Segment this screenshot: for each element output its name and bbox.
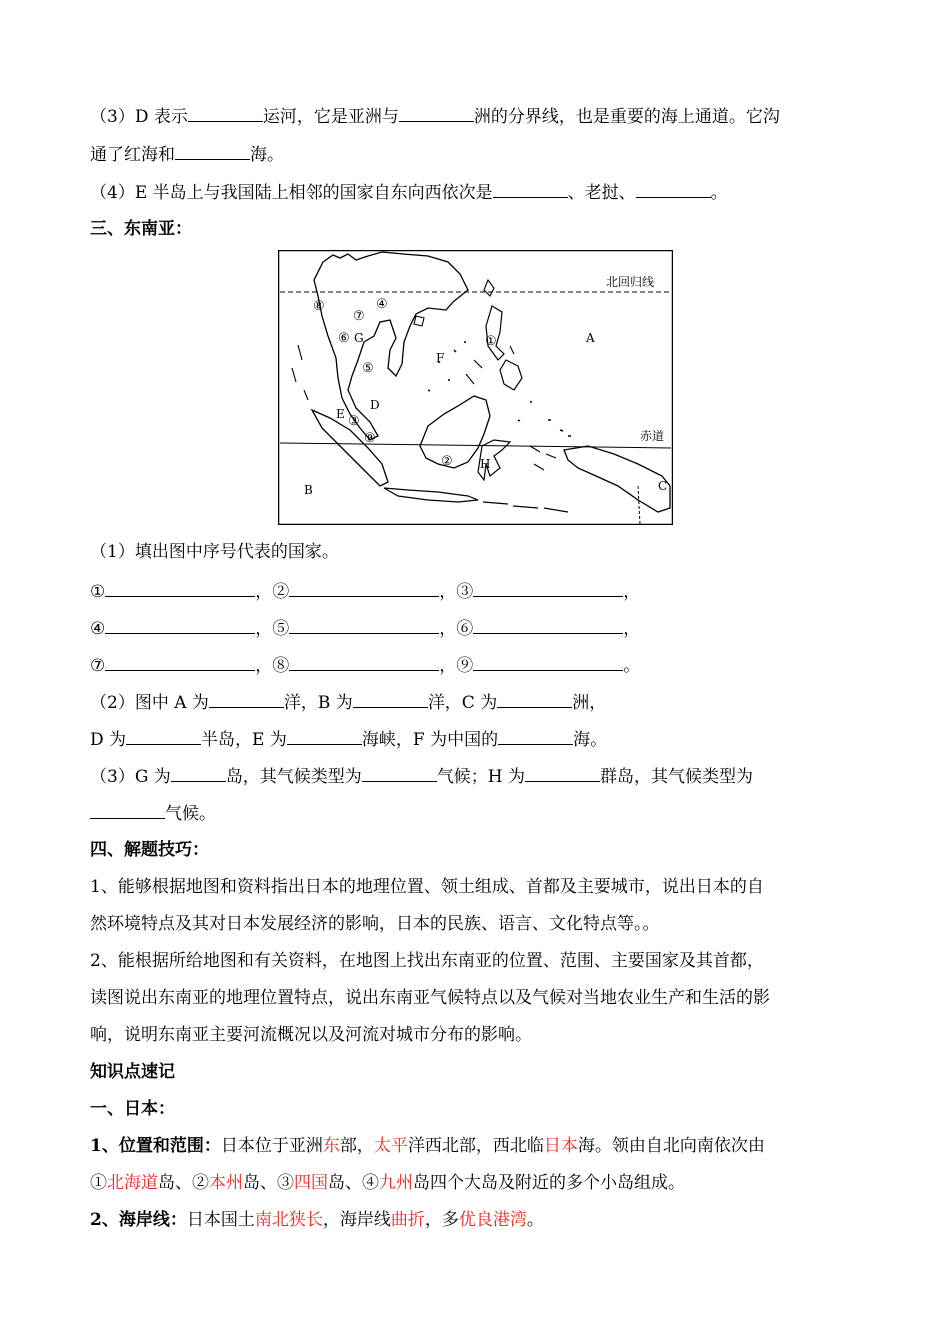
num-label: ，③	[439, 582, 474, 602]
answer-blank[interactable]	[399, 104, 474, 122]
text: 海。领由自北向南依次由	[577, 1136, 765, 1156]
answer-blank[interactable]	[473, 653, 623, 671]
sq1-row-2	[90, 616, 640, 641]
tropic-label: 北回归线	[606, 275, 655, 289]
num-label: ，	[623, 619, 641, 639]
sq2-text: 洋，B 为	[283, 693, 353, 713]
answer-blank[interactable]	[473, 616, 623, 634]
q4-text-b: 、老挝、	[567, 183, 636, 203]
map-label-G: G	[354, 331, 364, 345]
map-label-F: F	[436, 351, 445, 365]
q3-line-1	[90, 104, 780, 129]
key-term: 南北狭长	[254, 1210, 323, 1230]
map-label-C: C	[658, 479, 668, 493]
key-term: 东	[322, 1136, 340, 1156]
sq1-row-1	[90, 579, 640, 604]
sq2-text: 半岛，E 为	[201, 730, 287, 750]
sq1-text: （1）填出图中序号代表的国家。	[90, 542, 339, 562]
map-label-B: B	[304, 483, 313, 497]
sq3-text: 岛，其气候类型为	[225, 767, 362, 787]
map-label-3: ③	[348, 414, 360, 429]
q3-text-d: 通了红海和	[90, 145, 175, 165]
map-label-9: ⑨	[364, 431, 376, 446]
answer-blank[interactable]	[209, 690, 284, 708]
num-label: ④	[90, 619, 106, 639]
text: 岛四个大岛及附近的多个小岛组成。	[413, 1173, 685, 1193]
num-label: ①	[90, 582, 106, 602]
answer-blank[interactable]	[289, 616, 439, 634]
section-4-title: 四、解题技巧：	[90, 840, 209, 860]
map-label-H: H	[480, 457, 491, 471]
position-line	[90, 1134, 765, 1158]
q3-text-e: 海。	[250, 145, 284, 165]
answer-blank[interactable]	[473, 579, 623, 597]
sq1-row-3	[90, 653, 640, 678]
answer-blank[interactable]	[636, 180, 711, 198]
num-label: ，⑧	[255, 656, 290, 676]
text: 日本国土	[186, 1210, 255, 1230]
key-term: 四国	[294, 1173, 328, 1193]
tip-2-line-2: 读图说出东南亚的地理位置特点，说出东南亚气候特点以及气候对当地农业生产和生活的影	[90, 988, 770, 1008]
q4-text-c: 。	[710, 183, 728, 203]
sq2-text: （2）图中 A 为	[90, 693, 209, 713]
answer-blank[interactable]	[126, 727, 201, 745]
text: 日本位于亚洲	[220, 1136, 323, 1156]
japan-title: 一、日本：	[90, 1099, 175, 1119]
answer-blank[interactable]	[289, 653, 439, 671]
map-label-6: ⑥	[338, 331, 350, 346]
section-3-title: 三、东南亚：	[90, 219, 192, 239]
key-term: 北海道	[107, 1173, 158, 1193]
islands-line	[90, 1171, 685, 1195]
num-label: ，⑥	[439, 619, 474, 639]
answer-blank[interactable]	[105, 579, 255, 597]
sq3-text: 气候。	[165, 804, 216, 824]
answer-blank[interactable]	[525, 764, 600, 782]
sq3-line-2	[90, 801, 216, 826]
sq3-text: 群岛，其气候类型为	[600, 767, 754, 787]
key-term: 曲折	[390, 1210, 425, 1230]
num-label: ，⑨	[439, 656, 474, 676]
knowledge-title: 知识点速记	[90, 1062, 175, 1082]
sq3-text: （3）G 为	[90, 767, 171, 787]
text: 洋西北部，西北临	[407, 1136, 544, 1156]
tip-2-line-1: 2、能根据所给地图和有关资料，在地图上找出东南亚的位置、范围、主要国家及其首都，	[90, 951, 764, 971]
coast-label: 2、海岸线：	[90, 1210, 187, 1230]
tip-1-line-1: 1、能够根据地图和资料指出日本的地理位置、领土组成、首都及主要城市，说出日本的自	[90, 877, 764, 897]
q4-line	[90, 180, 728, 205]
answer-blank[interactable]	[498, 727, 573, 745]
num-label: 。	[623, 656, 641, 676]
tip-1-line-2: 然环境特点及其对日本发展经济的影响，日本的民族、语言、文化特点等。。	[90, 914, 660, 934]
answer-blank[interactable]	[188, 104, 263, 122]
text: 岛、②	[158, 1173, 209, 1193]
map-label-5: ⑤	[362, 361, 374, 376]
sq2-line-1	[90, 690, 606, 715]
map-label-4: ④	[376, 297, 388, 312]
answer-blank[interactable]	[289, 579, 439, 597]
q3-text-c: 洲的分界线，也是重要的海上通道。它沟	[473, 107, 780, 127]
sq2-line-2	[90, 727, 607, 752]
key-term: 九州	[379, 1173, 413, 1193]
map-label-7: ⑦	[353, 309, 365, 324]
key-term: 太平	[373, 1136, 408, 1156]
tip-2-line-3: 响，说明东南亚主要河流概况以及河流对城市分布的影响。	[90, 1025, 532, 1045]
q3-text-a: （3）D 表示	[90, 107, 188, 127]
num-label: ⑦	[90, 656, 106, 676]
q4-text-a: （4）E 半岛上与我国陆上相邻的国家自东向西依次是	[90, 183, 493, 203]
text: 岛、③	[243, 1173, 294, 1193]
text: 部，	[339, 1136, 374, 1156]
coast-line	[90, 1208, 544, 1232]
map-label-E: E	[336, 407, 345, 421]
sq2-text: 海峡，F 为中国的	[361, 730, 499, 750]
key-term: 本州	[209, 1173, 243, 1193]
answer-blank[interactable]	[171, 764, 226, 782]
text: 岛、④	[328, 1173, 379, 1193]
map-label-2: ②	[441, 454, 453, 469]
sq2-text: 洲，	[572, 693, 607, 713]
text: ，海岸线	[322, 1210, 391, 1230]
answer-blank[interactable]	[497, 690, 572, 708]
key-term: 日本	[543, 1136, 578, 1156]
q3-line-2	[90, 142, 284, 167]
map-label-D: D	[370, 398, 380, 412]
answer-blank[interactable]	[105, 653, 255, 671]
sq2-text: D 为	[90, 730, 127, 750]
sq2-text: 海。	[573, 730, 608, 750]
position-label: 1、位置和范围：	[90, 1136, 221, 1156]
text: 。	[526, 1210, 544, 1230]
southeast-asia-map	[278, 250, 673, 525]
map-label-A: A	[586, 331, 595, 345]
map-label-1: ①	[485, 334, 497, 349]
map-label-8: ⑧	[313, 299, 325, 314]
answer-blank[interactable]	[362, 764, 437, 782]
text: ①	[90, 1173, 107, 1193]
sq2-text: 洋，C 为	[427, 693, 498, 713]
sq3-line-1	[90, 764, 753, 789]
equator-label: 赤道	[640, 429, 665, 443]
answer-blank[interactable]	[493, 180, 568, 198]
answer-blank[interactable]	[353, 690, 428, 708]
answer-blank[interactable]	[175, 142, 250, 160]
key-term: 优良港湾	[458, 1210, 527, 1230]
answer-blank[interactable]	[287, 727, 362, 745]
q3-text-b: 运河，它是亚洲与	[262, 107, 399, 127]
text: ，多	[424, 1210, 459, 1230]
num-label: ，⑤	[255, 619, 290, 639]
answer-blank[interactable]	[90, 801, 165, 819]
num-label: ，	[623, 582, 641, 602]
num-label: ，②	[255, 582, 290, 602]
sq3-text: 气候；H 为	[436, 767, 526, 787]
answer-blank[interactable]	[105, 616, 255, 634]
